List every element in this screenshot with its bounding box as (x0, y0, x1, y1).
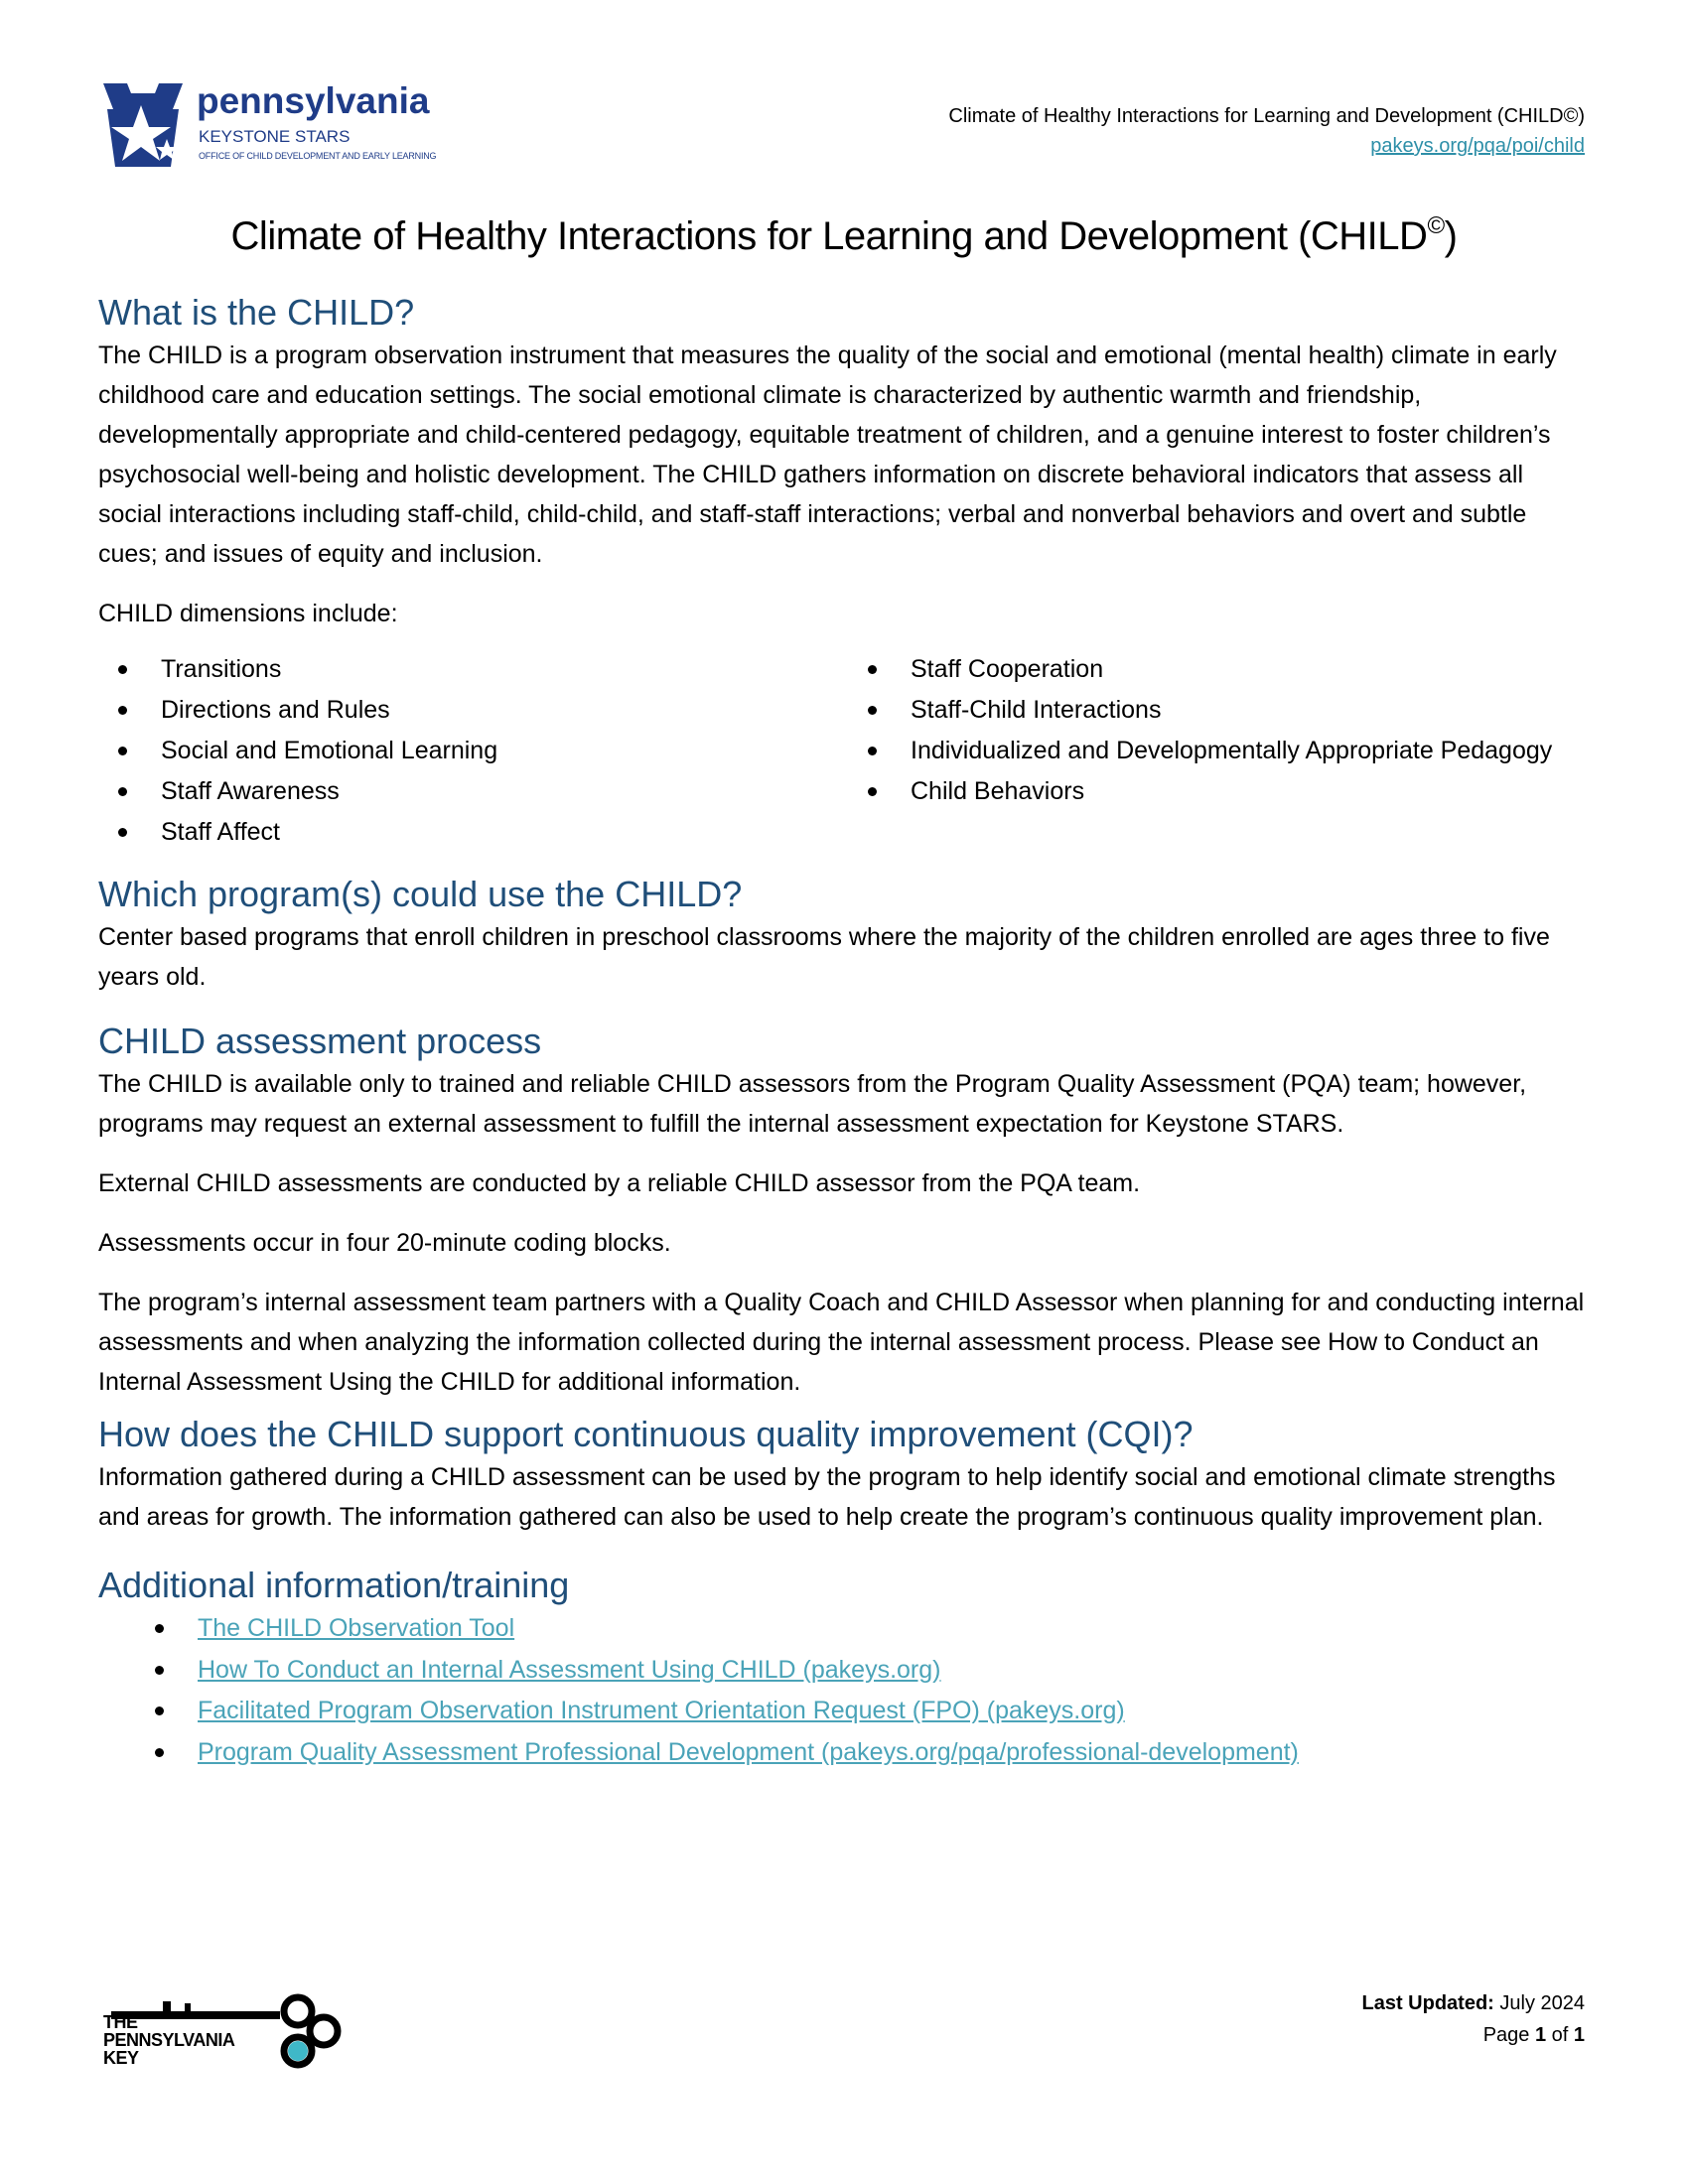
section-body-cqi: Information gathered during a CHILD assessment can be used by the program to help identify social and emotional climate strengths and areas for growth. The information gathered can also be used to help create the program’s continuous quality improvement plan. (98, 1463, 1556, 1531)
list-item: Social and Emotional Learning (98, 731, 793, 771)
list-item: Staff Affect (98, 812, 793, 853)
dimensions-intro: CHILD dimensions include: (98, 600, 398, 627)
pennsylvania-keystone-stars-logo (97, 79, 475, 174)
assessment-paragraph-3: Assessments occur in four 20-minute coding blocks. (98, 1229, 671, 1257)
section-body-what-is: The CHILD is a program observation instrument that measures the quality of the social and emotional (mental health) climate in early childhood care and education settings. The social emotional climate is characterized by authentic warmth and friendship, developmentally appropriate and child-centered pedagogy, equitable treatment of children, and a genuine interest to foster children’s psychosocial well-being and holistic development. The CHILD gathers information on discrete behavioral indicators that assess all social interactions including staff-child, child-child, and staff-staff interactions; verbal and nonverbal behaviors and overt and subtle cues; and issues of equity and inclusion. (98, 341, 1557, 568)
header-reference (948, 101, 1585, 161)
keystone-star-icon (97, 79, 189, 171)
section-heading-additional-info: Additional information/training (98, 1565, 570, 1605)
bullet-icon (155, 1666, 164, 1675)
section-heading-what-is: What is the CHILD? (98, 292, 415, 333)
bullet-icon (868, 747, 877, 755)
bullet-icon (118, 747, 127, 755)
list-item: Child Behaviors (848, 771, 1603, 812)
footer-meta (1361, 1987, 1585, 2051)
pennsylvania-key-wordmark: THE PENNSYLVANIA KEY (103, 2012, 235, 2068)
list-item: Individualized and Developmentally Appropriate Pedagogy (848, 731, 1603, 771)
title-text: Climate of Healthy Interactions for Learning and Development (CHILD (230, 214, 1428, 258)
list-item (98, 1650, 1588, 1692)
bullet-icon (868, 787, 877, 796)
pennsylvania-key-logo (103, 1991, 352, 2081)
link-internal-assessment[interactable]: How To Conduct an Internal Assessment Using CHILD (pakeys.org) (198, 1655, 941, 1684)
bullet-icon (155, 1706, 164, 1715)
link-fpo-request[interactable]: Facilitated Program Observation Instrument Orientation Request (FPO) (pakeys.org) (198, 1697, 1125, 1724)
list-item (98, 1732, 1588, 1774)
bullet-icon (155, 1624, 164, 1633)
main-content (98, 290, 1588, 1773)
document-title (0, 199, 1688, 264)
assessment-paragraph-4: The program’s internal assessment team partners with a Quality Coach and CHILD Assessor when planning for and conducting internal assessments and when analyzing the information collected during the internal assessment process. Please see How to Conduct an Internal Assessment Using the CHILD for additional information. (98, 1289, 1585, 1396)
bullet-icon (118, 706, 127, 715)
section-heading-cqi: How does the CHILD support continuous quality improvement (CQI)? (98, 1414, 1194, 1454)
section-body-which-programs: Center based programs that enroll children in preschool classrooms where the majority of the children enrolled are ages three to five years old. (98, 923, 1550, 991)
header-doc-title: Climate of Healthy Interactions for Learning and Development (CHILD©) (948, 105, 1585, 127)
brand-office: OFFICE OF CHILD DEVELOPMENT AND EARLY LEARNING (199, 151, 437, 161)
title-copyright-mark: © (1427, 212, 1445, 239)
list-item (98, 1691, 1588, 1732)
section-heading-assessment-process: CHILD assessment process (98, 1021, 542, 1061)
assessment-paragraph-1: The CHILD is available only to trained and reliable CHILD assessors from the Program Quality Assessment (PQA) team; however, programs may request an external assessment to fulfill the internal assessment expectation for Keystone STARS. (98, 1070, 1527, 1138)
list-item: Staff-Child Interactions (848, 690, 1603, 731)
bullet-icon (868, 706, 877, 715)
list-item: Staff Awareness (98, 771, 793, 812)
last-updated: Last Updated: July 2024 (1361, 1992, 1585, 2014)
link-child-observation-tool[interactable]: The CHILD Observation Tool (198, 1614, 515, 1642)
bullet-icon (118, 787, 127, 796)
bullet-icon (118, 665, 127, 674)
additional-links-list (98, 1608, 1588, 1773)
section-heading-which-programs: Which program(s) could use the CHILD? (98, 874, 743, 914)
list-item: Directions and Rules (98, 690, 793, 731)
bullet-icon (155, 1748, 164, 1757)
assessment-paragraph-2: External CHILD assessments are conducted by a reliable CHILD assessor from the PQA team. (98, 1169, 1141, 1197)
bullet-icon (118, 828, 127, 837)
title-close-paren: ) (1444, 214, 1458, 258)
bullet-icon (868, 665, 877, 674)
header-doc-link[interactable]: pakeys.org/pqa/poi/child (1370, 135, 1585, 157)
brand-subtitle: KEYSTONE STARS (199, 127, 351, 146)
brand-name: pennsylvania (197, 80, 430, 121)
dimensions-list (98, 649, 1588, 858)
list-item (98, 1608, 1588, 1650)
list-item: Transitions (98, 649, 793, 690)
page-number: Page 1 of 1 (1482, 2024, 1585, 2046)
link-pqa-professional-development[interactable]: Program Quality Assessment Professional Development (pakeys.org/pqa/professional-development) (198, 1737, 1299, 1766)
list-item: Staff Cooperation (848, 649, 1603, 690)
